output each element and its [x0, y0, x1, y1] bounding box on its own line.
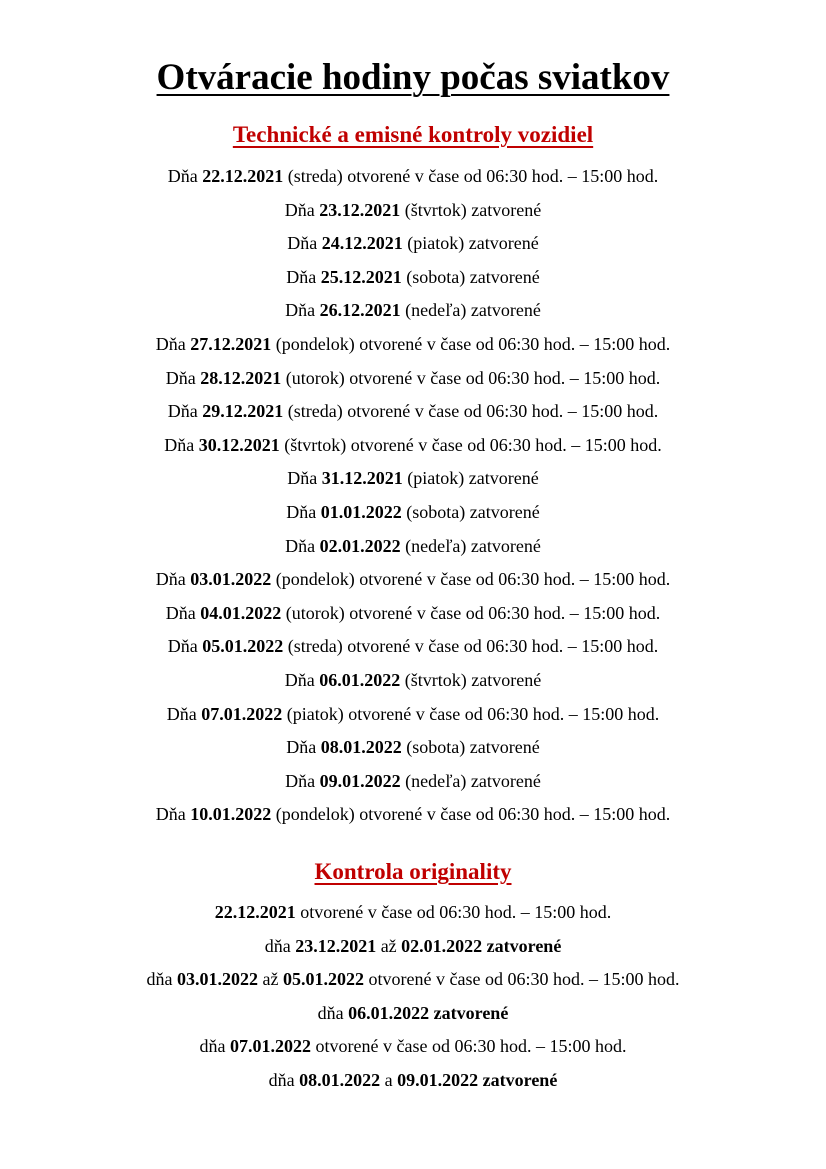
schedule-line [0, 698, 826, 732]
schedule-line [0, 429, 826, 463]
schedule-line-date: 31.12.2021 [321, 468, 403, 489]
schedule-line-text: (štvrtok) otvorené v čase od 06:30 hod. – 15:00 hod. [279, 434, 662, 455]
schedule-line-text: (streda) otvorené v čase od 06:30 hod. – 15:00 hod. [283, 401, 659, 422]
section-heading-vehicle-inspections: Technické a emisné kontroly vozidiel [232, 122, 594, 147]
schedule-line-text: Dňa [164, 434, 199, 455]
schedule-line-date: 22.12.2021 [214, 902, 296, 922]
schedule-line-date: 07.01.2022 [201, 703, 283, 724]
schedule-line-text: dňa [146, 969, 178, 990]
schedule-line [0, 597, 826, 631]
schedule-line-text: (piatok) zatvorené [402, 468, 539, 489]
schedule-line-text: (sobota) zatvorené [401, 266, 540, 287]
schedule-line-text: (utorok) otvorené v čase od 06:30 hod. – 15:00 hod. [281, 602, 661, 623]
schedule-line [0, 530, 826, 564]
schedule-line-text: dňa [268, 1069, 300, 1090]
schedule-line-date: 08.01.2022 [320, 737, 402, 758]
schedule-line-date: 07.01.2022 [230, 1036, 312, 1057]
schedule-line-text: (pondelok) otvorené v čase od 06:30 hod. – 15:00 hod. [271, 569, 671, 590]
schedule-line-text: (pondelok) otvorené v čase od 06:30 hod. – 15:00 hod. [271, 333, 671, 354]
schedule-line-text: Dňa [165, 367, 201, 388]
section-heading-originality-check: Kontrola originality [314, 859, 512, 884]
schedule-list-originality-check [0, 896, 826, 1098]
schedule-line-date: 06.01.2022 [319, 669, 401, 690]
schedule-line-text: (pondelok) otvorené v čase od 06:30 hod. – 15:00 hod. [271, 804, 671, 825]
schedule-line-text: (štvrtok) zatvorené [400, 199, 542, 220]
schedule-line [0, 328, 826, 362]
schedule-line-text: otvorené v čase od 06:30 hod. – 15:00 hod. [311, 1036, 627, 1057]
schedule-line [0, 765, 826, 799]
schedule-line-text: (utorok) otvorené v čase od 06:30 hod. – 15:00 hod. [281, 367, 661, 388]
schedule-line-date: 05.01.2022 [202, 636, 284, 657]
schedule-line-text: (piatok) otvorené v čase od 06:30 hod. – 15:00 hod. [282, 703, 660, 724]
schedule-line-text: otvorené v čase od 06:30 hod. – 15:00 hod. [295, 902, 612, 922]
schedule-line [0, 896, 826, 930]
schedule-line-date: 03.01.2022 [190, 569, 272, 590]
schedule-line-text: Dňa [165, 602, 201, 623]
schedule-line-text: Dňa [155, 804, 191, 825]
schedule-line-date: 29.12.2021 [202, 401, 284, 422]
schedule-line-text: Dňa [166, 703, 202, 724]
schedule-line-date: 03.01.2022 [177, 969, 259, 990]
schedule-line [0, 194, 826, 228]
schedule-line [0, 160, 826, 194]
schedule-line-date: 04.01.2022 [200, 602, 282, 623]
schedule-line [0, 294, 826, 328]
schedule-line-date: 24.12.2021 [321, 233, 403, 254]
schedule-line-text: Dňa [285, 300, 320, 321]
schedule-line-text: (nedeľa) zatvorené [400, 300, 541, 321]
schedule-line-date: 09.01.2022 [319, 770, 401, 791]
schedule-line [0, 462, 826, 496]
schedule-line [0, 1030, 826, 1064]
schedule-line-date: 23.12.2021 [295, 935, 377, 956]
page-title: Otváracie hodiny počas sviatkov [156, 57, 670, 98]
schedule-line-text: a [380, 1069, 398, 1090]
schedule-line-date: 08.01.2022 [299, 1069, 381, 1090]
schedule-line-text: Dňa [167, 636, 203, 657]
schedule-line-text: až [376, 935, 402, 956]
schedule-line-text: Dňa [167, 166, 203, 186]
schedule-line-date: 30.12.2021 [198, 434, 280, 455]
schedule-line-date: 27.12.2021 [190, 333, 272, 354]
schedule-line-text: Dňa [285, 770, 320, 791]
schedule-line-date: 28.12.2021 [200, 367, 282, 388]
schedule-line [0, 997, 826, 1031]
schedule-line-text: (streda) otvorené v čase od 06:30 hod. – 15:00 hod. [283, 636, 659, 657]
schedule-line-text: (štvrtok) zatvorené [400, 669, 542, 690]
schedule-line-text: otvorené v čase od 06:30 hod. – 15:00 hod. [364, 969, 680, 990]
schedule-line [0, 630, 826, 664]
schedule-line [0, 1064, 826, 1098]
schedule-line-date: 01.01.2022 [320, 501, 402, 522]
schedule-line-text: Dňa [286, 737, 321, 758]
schedule-line [0, 563, 826, 597]
schedule-line-text: Dňa [284, 669, 320, 690]
schedule-line [0, 963, 826, 997]
schedule-line-text: Dňa [155, 333, 191, 354]
schedule-line [0, 261, 826, 295]
schedule-line-date: 25.12.2021 [320, 266, 402, 287]
schedule-line-text: Dňa [287, 468, 322, 489]
schedule-line-text: dňa [199, 1036, 231, 1057]
schedule-line-text: Dňa [287, 233, 322, 254]
schedule-line [0, 664, 826, 698]
schedule-line [0, 731, 826, 765]
schedule-line-text: (sobota) zatvorené [401, 737, 540, 758]
schedule-line-text: až [258, 969, 284, 990]
schedule-line-text: Dňa [286, 266, 321, 287]
schedule-line-date: 02.01.2022 zatvorené [401, 935, 562, 956]
schedule-line-text: dňa [317, 1002, 349, 1023]
schedule-line-text: Dňa [286, 501, 321, 522]
schedule-line-date: 10.01.2022 [190, 804, 272, 825]
schedule-line [0, 362, 826, 396]
schedule-line-date: 09.01.2022 zatvorené [397, 1069, 558, 1090]
schedule-line-text: Dňa [285, 535, 320, 556]
schedule-line [0, 496, 826, 530]
schedule-line-text: (streda) otvorené v čase od 06:30 hod. – 15:00 hod. [283, 166, 659, 186]
schedule-line-date: 23.12.2021 [319, 199, 401, 220]
schedule-line-text: (piatok) zatvorené [402, 233, 539, 254]
schedule-line-date: 06.01.2022 zatvorené [348, 1002, 509, 1023]
schedule-line-text: dňa [264, 935, 296, 956]
schedule-line-text: (nedeľa) zatvorené [400, 535, 541, 556]
schedule-line-text: Dňa [155, 569, 191, 590]
schedule-line [0, 395, 826, 429]
schedule-line [0, 227, 826, 261]
schedule-line-date: 26.12.2021 [319, 300, 401, 321]
schedule-line-text: (nedeľa) zatvorené [400, 770, 541, 791]
schedule-line-text: Dňa [167, 401, 203, 422]
schedule-line-date: 02.01.2022 [319, 535, 401, 556]
schedule-line [0, 798, 826, 832]
schedule-line-text: Dňa [284, 199, 320, 220]
schedule-line-text: (sobota) zatvorené [401, 501, 540, 522]
schedule-line-date: 05.01.2022 [283, 969, 365, 990]
schedule-line [0, 930, 826, 964]
schedule-line-date: 22.12.2021 [202, 166, 284, 186]
schedule-list-vehicle-inspections [0, 160, 826, 832]
